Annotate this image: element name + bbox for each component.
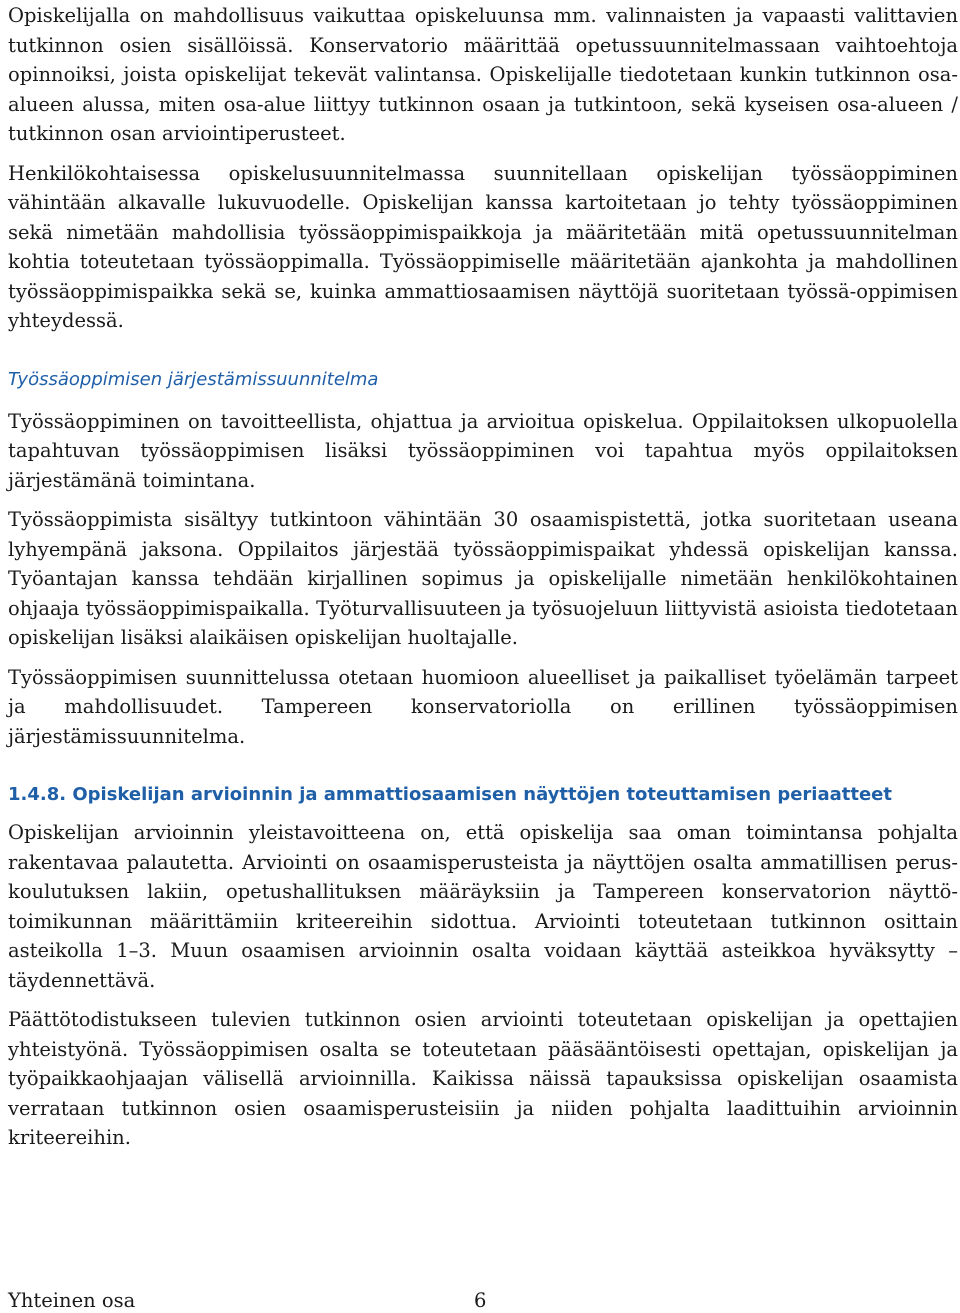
- paragraph-personal-study-plan: Henkilökohtaisessa opiskelusuunnitelmassa suunnitellaan opiskelijan työssäoppiminen vähintään alkavalle lukuvuodelle. Opiskelijan kanssa kartoitetaan jo tehty työssäoppiminen sekä nimetään mahdollisia työssäoppimispaikkoja ja määritetään mitä opetussuunnitelman kohtia toteutetaan työssäoppimalla. Työssäoppimiselle määritetään ajankohta ja mahdollinen työssäoppimispaikka sekä se, kuinka ammattiosaamisen näyttöjä suoritetaan työssä-oppimisen yhteydessä.: [8, 161, 958, 332]
- page-number: 6: [474, 1289, 487, 1312]
- subheading-workplace-plan: Työssäoppimisen järjestämissuunnitelma: [8, 368, 379, 390]
- document-body: [8, 0, 958, 1153]
- paragraph-workplace-learning: Työssäoppiminen on tavoitteellista, ohjattua ja arvioitua opiskelua. Oppilaitoksen ulkopuolella tapahtuvan työssäoppimisen lisäksi työssäoppiminen voi tapahtua myös oppilaitoksen järjestämänä toimintana.: [8, 409, 958, 492]
- paragraph-student-influence: Opiskelijalla on mahdollisuus vaikuttaa opiskeluunsa mm. valinnaisten ja vapaasti valittavien tutkinnon osien sisällöissä. Konservatorio määrittää opetussuunnitelmassaan vaihtoehtoja opinnoiksi, joista opiskelijat tekevät valintansa. Opiskelijalle tiedotetaan kunkin tutkinnon osa-alueen alussa, miten osa-alue liittyy tutkinnon osaan ja tutkintoon, sekä kyseisen osa-alueen / tutkinnon osan arviointiperusteet.: [8, 4, 958, 145]
- paragraph-final-certificate: Päättötodistukseen tulevien tutkinnon osien arviointi toteutetaan opiskelijan ja opettajien yhteistyönä. Työssäoppimisen osalta se toteutetaan pääsääntöisesti opettajan, opiskelijan ja työpaikkaohjaajan välisellä arvioinnilla. Kaikissa näissä tapauksissa opiskelijan osaamista verrataan tutkinnon osien osaamisperusteisiin ja niiden pohjalta laadittuihin arvioinnin kriteereihin.: [8, 1008, 958, 1149]
- footer-label: Yhteinen osa: [8, 1289, 136, 1312]
- paragraph-assessment-goal: Opiskelijan arvioinnin yleistavoitteena on, että opiskelija saa oman toimintansa pohjalta rakentavaa palautetta. Arviointi on osaamisperusteista ja näyttöjen osalta ammatillisen perus-koulutuksen lakiin, opetushallituksen määräyksiin ja Tampereen konservatorion näyttö-toimikunnan määrittämiin kriteereihin sidottua. Arviointi toteutetaan tutkinnon osittain asteikolla 1–3. Muun osaamisen arvioinnin osalta voidaan käyttää asteikkoa hyväksytty – täydennettävä.: [8, 821, 958, 992]
- paragraph-workplace-credits: Työssäoppimista sisältyy tutkintoon vähintään 30 osaamispistettä, jotka suoritetaan useana lyhyempänä jaksona. Oppilaitos järjestää työssäoppimispaikat yhdessä opiskelijan kanssa. Työantajan kanssa tehdään kirjallinen sopimus ja opiskelijalle nimetään henkilökohtainen ohjaaja työssäoppimispaikalla. Työturvallisuuteen ja työsuojeluun liittyvistä asioista tiedotetaan opiskelijan lisäksi alaikäisen opiskelijan huoltajalle.: [8, 508, 958, 649]
- section-heading-assessment: 1.4.8. Opiskelijan arvioinnin ja ammattiosaamisen näyttöjen toteuttamisen periaatteet: [8, 784, 892, 805]
- paragraph-workplace-planning: Työssäoppimisen suunnittelussa otetaan huomioon alueelliset ja paikalliset työelämän tarpeet ja mahdollisuudet. Tampereen konservatoriolla on erillinen työssäoppimisen järjestämissuunnitelma.: [8, 665, 958, 748]
